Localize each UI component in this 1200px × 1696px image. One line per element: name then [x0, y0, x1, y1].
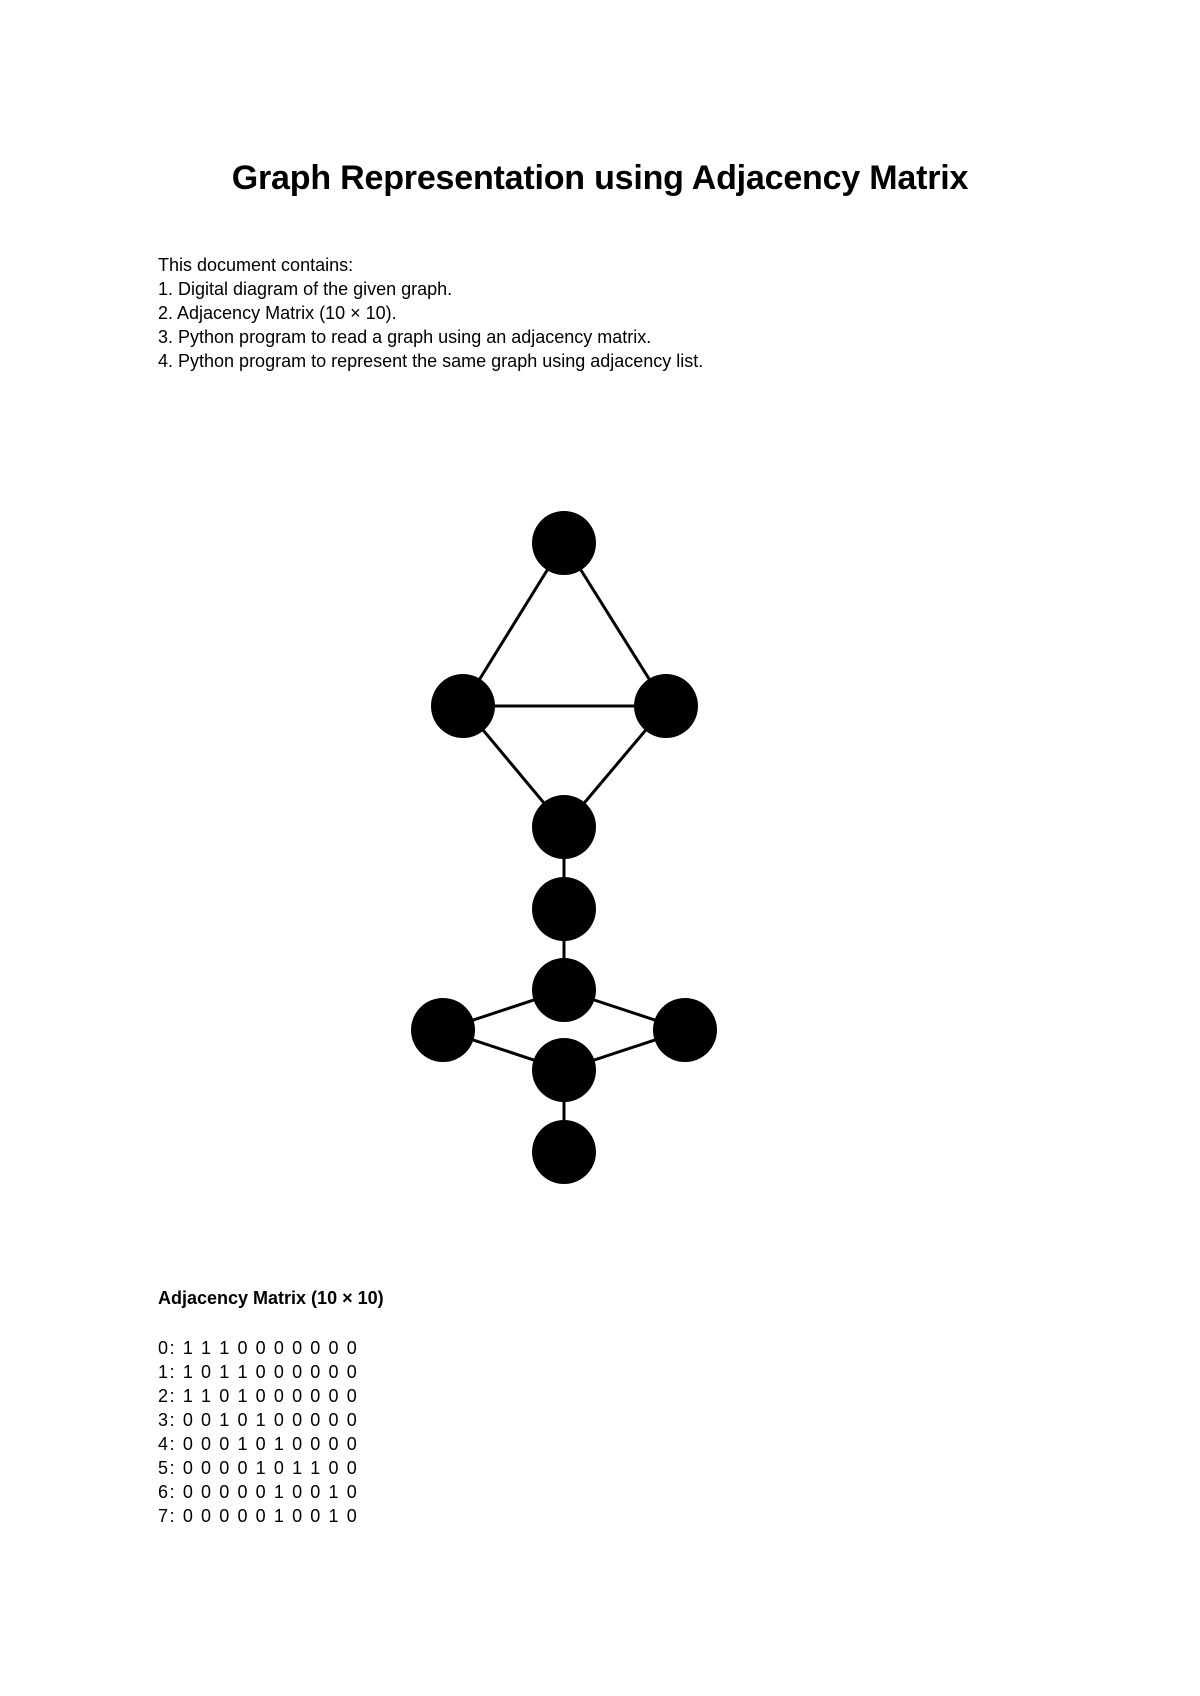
graph-edge — [564, 990, 685, 1030]
intro-section — [158, 253, 703, 373]
adjacency-matrix — [158, 1336, 358, 1528]
graph-node — [634, 674, 698, 738]
matrix-row: 7: 0 0 0 0 0 1 0 0 1 0 — [158, 1506, 359, 1526]
graph-edge — [443, 1030, 564, 1070]
graph-edge — [463, 543, 564, 706]
page-title: Graph Representation using Adjacency Matrix — [231, 159, 969, 197]
graph-node — [532, 1038, 596, 1102]
graph-node — [532, 877, 596, 941]
matrix-row: 2: 1 1 0 1 0 0 0 0 0 0 — [158, 1386, 359, 1406]
graph-node — [532, 958, 596, 1022]
intro-heading: This document contains: — [158, 255, 354, 275]
graph-edge — [564, 706, 666, 827]
graph-node — [653, 998, 717, 1062]
graph-edge — [443, 990, 564, 1030]
matrix-heading: Adjacency Matrix (10 × 10) — [158, 1288, 384, 1308]
graph-edges — [443, 543, 685, 1152]
graph-node — [411, 998, 475, 1062]
intro-item: 4. Python program to represent the same graph using adjacency list. — [158, 351, 704, 371]
graph-nodes — [411, 511, 717, 1184]
graph-node — [532, 511, 596, 575]
matrix-row: 1: 1 0 1 1 0 0 0 0 0 0 — [158, 1362, 359, 1382]
matrix-row: 4: 0 0 0 1 0 1 0 0 0 0 — [158, 1434, 359, 1454]
matrix-row: 6: 0 0 0 0 0 1 0 0 1 0 — [158, 1482, 359, 1502]
matrix-row: 5: 0 0 0 0 1 0 1 1 0 0 — [158, 1458, 359, 1478]
matrix-row: 0: 1 1 1 0 0 0 0 0 0 0 — [158, 1338, 359, 1358]
graph-edge — [564, 543, 666, 706]
intro-item: 2. Adjacency Matrix (10 × 10). — [158, 303, 397, 323]
graph-node — [532, 1120, 596, 1184]
intro-item: 3. Python program to read a graph using an adjacency matrix. — [158, 327, 652, 347]
intro-item: 1. Digital diagram of the given graph. — [158, 279, 453, 299]
graph-edge — [463, 706, 564, 827]
graph-node — [431, 674, 495, 738]
matrix-row: 3: 0 0 1 0 1 0 0 0 0 0 — [158, 1410, 359, 1430]
graph-edge — [564, 1030, 685, 1070]
graph-node — [532, 795, 596, 859]
